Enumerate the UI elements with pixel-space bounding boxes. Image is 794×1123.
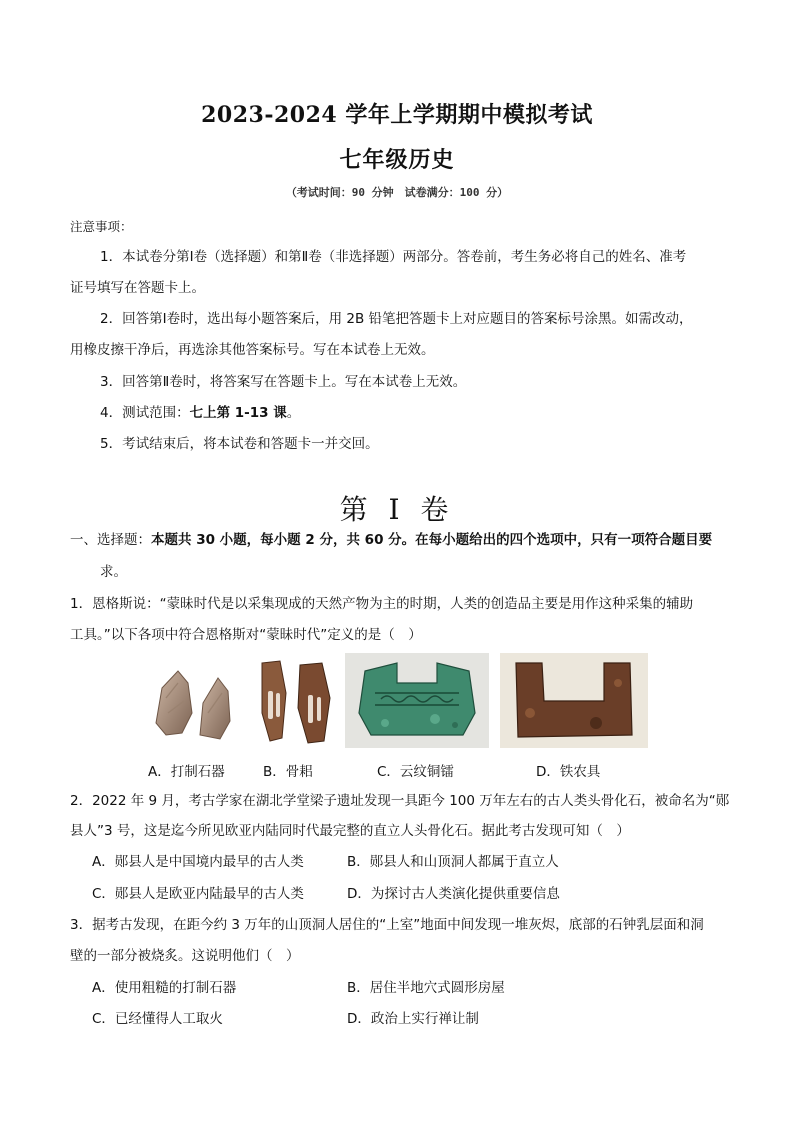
q3-stem-cont: 壁的一部分被烧炙。这说明他们（ ）	[70, 948, 300, 964]
notice-item-4-prefix: 4．测试范围：	[100, 405, 190, 421]
q3-stem: 3．据考古发现，在距今约 3 万年的山顶洞人居住的“上室”地面中间发现一堆灰烬，底部的石钟乳层面和洞	[70, 917, 704, 933]
q2-option-b[interactable]: B．郧县人和山顶洞人都属于直立人	[347, 854, 559, 870]
exam-info: （考试时间：90 分钟 试卷满分：100 分）	[285, 186, 509, 199]
q3-option-a[interactable]: A．使用粗糙的打制石器	[92, 980, 237, 996]
section-title: 第 I 卷	[339, 493, 455, 526]
stone-tools-image	[148, 653, 240, 748]
q2-option-c[interactable]: C．郧县人是欧亚内陆最早的古人类	[92, 886, 304, 902]
notice-item-4-suffix: 。	[286, 405, 301, 421]
q2-stem-cont: 县人”3 号，这是迄今所见欧亚内陆同时代最完整的直立人头骨化石。据此考古发现可知（ ）	[70, 823, 630, 839]
q1-option-a[interactable]: A．打制石器	[148, 764, 225, 780]
part1-intro	[70, 531, 712, 549]
bone-spade-image	[252, 653, 340, 748]
part1-intro-bold: 本题共 30 小题，每小题 2 分，共 60 分。在每小题给出的	[151, 532, 510, 548]
iron-tool-image	[500, 653, 648, 748]
part1-intro-mid: ，只有一项符合题目要	[577, 532, 713, 548]
q1-option-d[interactable]: D．铁农具	[536, 764, 601, 780]
notice-item-5: 5．考试结束后，将本试卷和答题卡一并交回。	[100, 436, 379, 452]
part1-intro-cont: 求。	[100, 564, 127, 580]
notice-item-2-cont: 用橡皮擦干净后，再选涂其他答案标号。写在本试卷上无效。	[70, 342, 435, 358]
q3-option-d[interactable]: D．政治上实行禅让制	[347, 1011, 479, 1027]
q1-stem: 1．恩格斯说：“蒙昧时代是以采集现成的天然产物为主的时期，人类的创造品主要是用作这种采集的辅助	[70, 596, 694, 612]
notice-item-1-cont: 证号填写在答题卡上。	[70, 280, 205, 296]
notice-heading: 注意事项：	[70, 219, 133, 234]
notice-item-3: 3．回答第Ⅱ卷时，将答案写在答题卡上。写在本试卷上无效。	[100, 374, 467, 390]
part1-intro-four-options: 四个选项中	[509, 532, 578, 548]
exam-title: 2023-2024 学年上学期期中模拟考试	[201, 102, 593, 128]
q2-option-d[interactable]: D．为探讨古人类演化提供重要信息	[347, 886, 560, 902]
q3-option-b[interactable]: B．居住半地穴式圆形房屋	[347, 980, 505, 996]
q3-option-c[interactable]: C．已经懂得人工取火	[92, 1011, 223, 1027]
notice-item-4-scope: 七上第 1-13 课	[189, 405, 287, 421]
notice-item-4	[100, 404, 300, 422]
bronze-tool-image	[345, 653, 489, 748]
q1-option-c[interactable]: C．云纹铜镭	[377, 764, 454, 780]
notice-item-1: 1．本试卷分第Ⅰ卷（选择题）和第Ⅱ卷（非选择题）两部分。答卷前，考生务必将自己的姓名、准考	[100, 249, 687, 265]
exam-subtitle: 七年级历史	[339, 147, 455, 173]
notice-item-2: 2．回答第Ⅰ卷时，选出每小题答案后，用 2B 铅笔把答题卡上对应题目的答案标号涂黑。如需改动，	[100, 311, 693, 327]
part1-intro-prefix: 一、选择题：	[70, 532, 151, 548]
q2-option-a[interactable]: A．郧县人是中国境内最早的古人类	[92, 854, 304, 870]
q1-stem-cont: 工具。”以下各项中符合恩格斯对“蒙昧时代”定义的是（ ）	[70, 627, 422, 643]
q1-option-b[interactable]: B．骨耜	[263, 764, 313, 780]
q2-stem: 2．2022 年 9 月，考古学家在湖北学堂梁子遗址发现一具距今 100 万年左右的古人类头骨化石，被命名为“郧	[70, 793, 730, 809]
